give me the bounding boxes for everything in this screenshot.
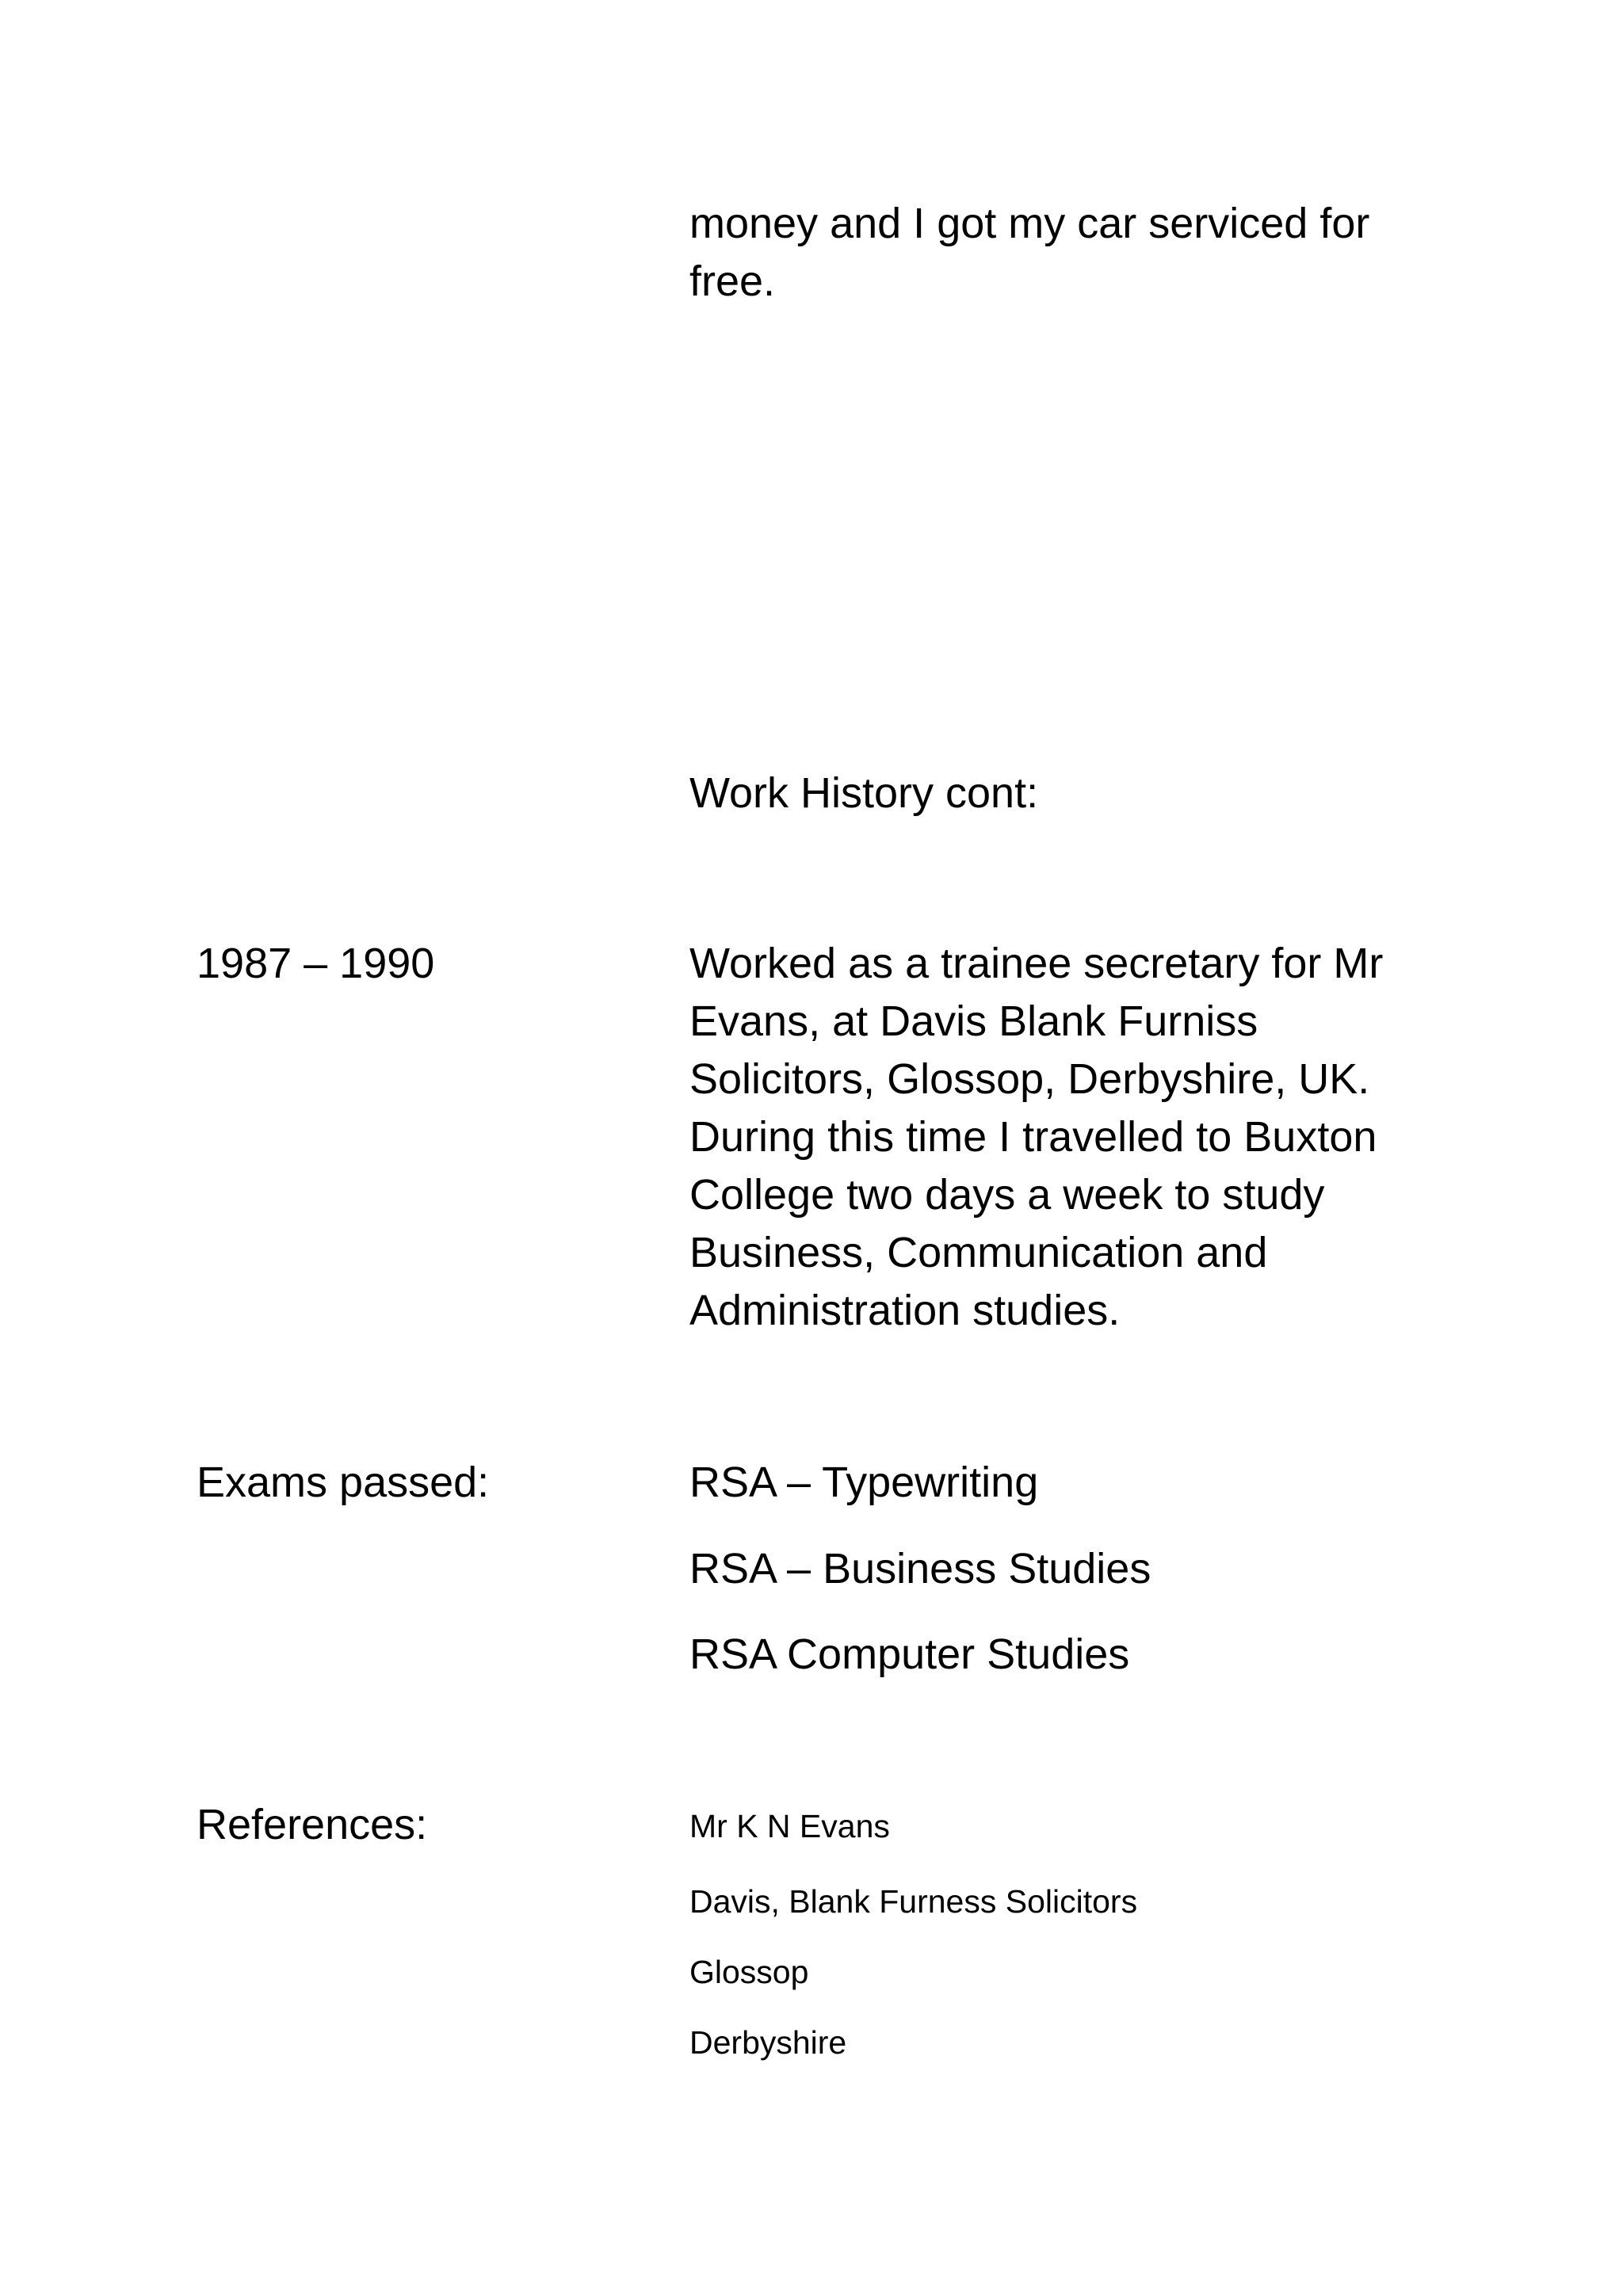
work-description-line: College two days a week to study (689, 1171, 1325, 1219)
work-description-line: Solicitors, Glossop, Derbyshire, UK. (689, 1055, 1370, 1103)
references-label: References: (197, 1801, 428, 1848)
reference-name: Mr K N Evans (689, 1808, 890, 1844)
continuation-line: free. (689, 257, 776, 305)
work-period: 1987 – 1990 (197, 940, 435, 987)
work-description-line: Worked as a trainee secretary for Mr (689, 940, 1384, 987)
work-description-line: Evans, at Davis Blank Furniss (689, 997, 1258, 1045)
work-description-line: Business, Communication and (689, 1229, 1268, 1276)
reference-company: Davis, Blank Furness Solicitors (689, 1883, 1138, 1920)
exams-label: Exams passed: (197, 1459, 490, 1506)
continuation-line: money and I got my car serviced for (689, 200, 1370, 247)
continuation-paragraph (689, 195, 1482, 311)
work-description-line: During this time I travelled to Buxton (689, 1113, 1377, 1161)
work-description-line: Administration studies. (689, 1287, 1121, 1334)
exam-item: RSA Computer Studies (689, 1630, 1130, 1678)
work-description (689, 935, 1482, 1340)
section-heading-work-history: Work History cont: (689, 769, 1039, 817)
reference-town: Glossop (689, 1954, 809, 1990)
reference-county: Derbyshire (689, 2024, 847, 2061)
exam-item: RSA – Business Studies (689, 1545, 1151, 1592)
exam-item: RSA – Typewriting (689, 1459, 1039, 1506)
